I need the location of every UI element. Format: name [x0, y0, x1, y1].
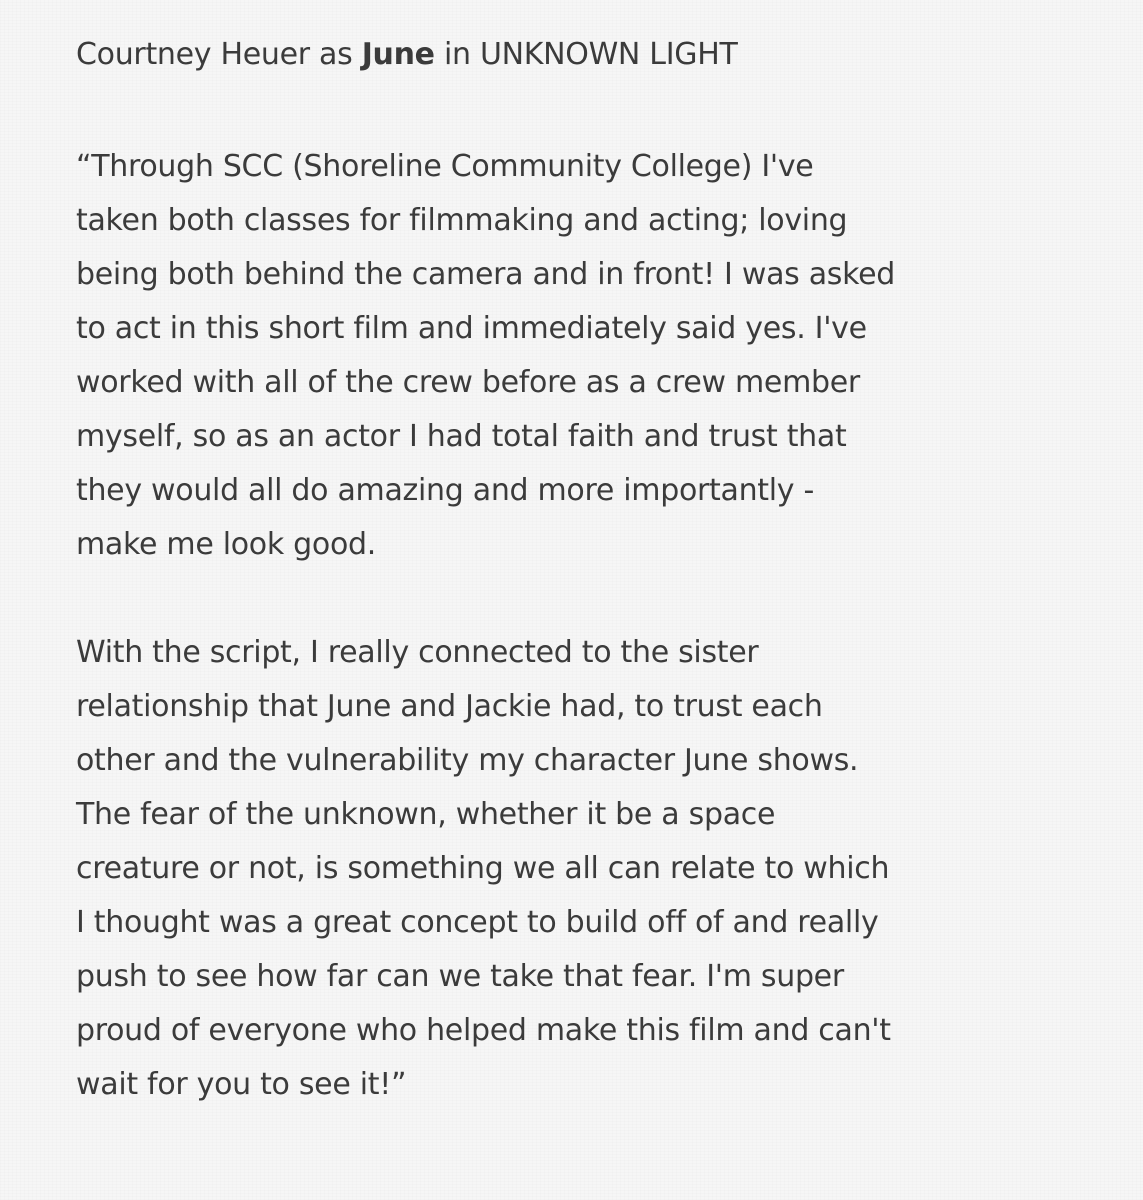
text-line: taken both classes for filmmaking and acting; loving — [76, 203, 848, 238]
text-line: With the script, I really connected to the sister — [76, 635, 759, 670]
note-heading — [76, 30, 1076, 80]
text-line: worked with all of the crew before as a crew member — [76, 365, 860, 400]
text-line: they would all do amazing and more importantly - — [76, 473, 815, 508]
text-line: push to see how far can we take that fear. I'm super — [76, 959, 844, 994]
character-name: June — [361, 37, 435, 72]
note-body — [76, 30, 1076, 1112]
quote-paragraph-1 — [76, 140, 1076, 572]
text-line: “Through SCC (Shoreline Community College) I've — [76, 149, 814, 184]
text-line: myself, so as an actor I had total faith and trust that — [76, 419, 847, 454]
text-line: other and the vulnerability my character June shows. — [76, 743, 859, 778]
heading-prefix: Courtney Heuer as — [76, 37, 362, 72]
text-line: to act in this short film and immediately said yes. I've — [76, 311, 867, 346]
text-line: make me look good. — [76, 527, 377, 562]
quote-paragraph-2 — [76, 626, 1076, 1112]
text-line: relationship that June and Jackie had, to trust each — [76, 689, 823, 724]
text-line: The fear of the unknown, whether it be a space — [76, 797, 776, 832]
text-line: wait for you to see it!” — [76, 1067, 407, 1102]
text-line: proud of everyone who helped make this film and can't — [76, 1013, 891, 1048]
text-line: creature or not, is something we all can relate to which — [76, 851, 890, 886]
text-line: being both behind the camera and in front! I was asked — [76, 257, 896, 292]
heading-suffix: in UNKNOWN LIGHT — [434, 37, 738, 72]
text-line: I thought was a great concept to build off of and really — [76, 905, 879, 940]
